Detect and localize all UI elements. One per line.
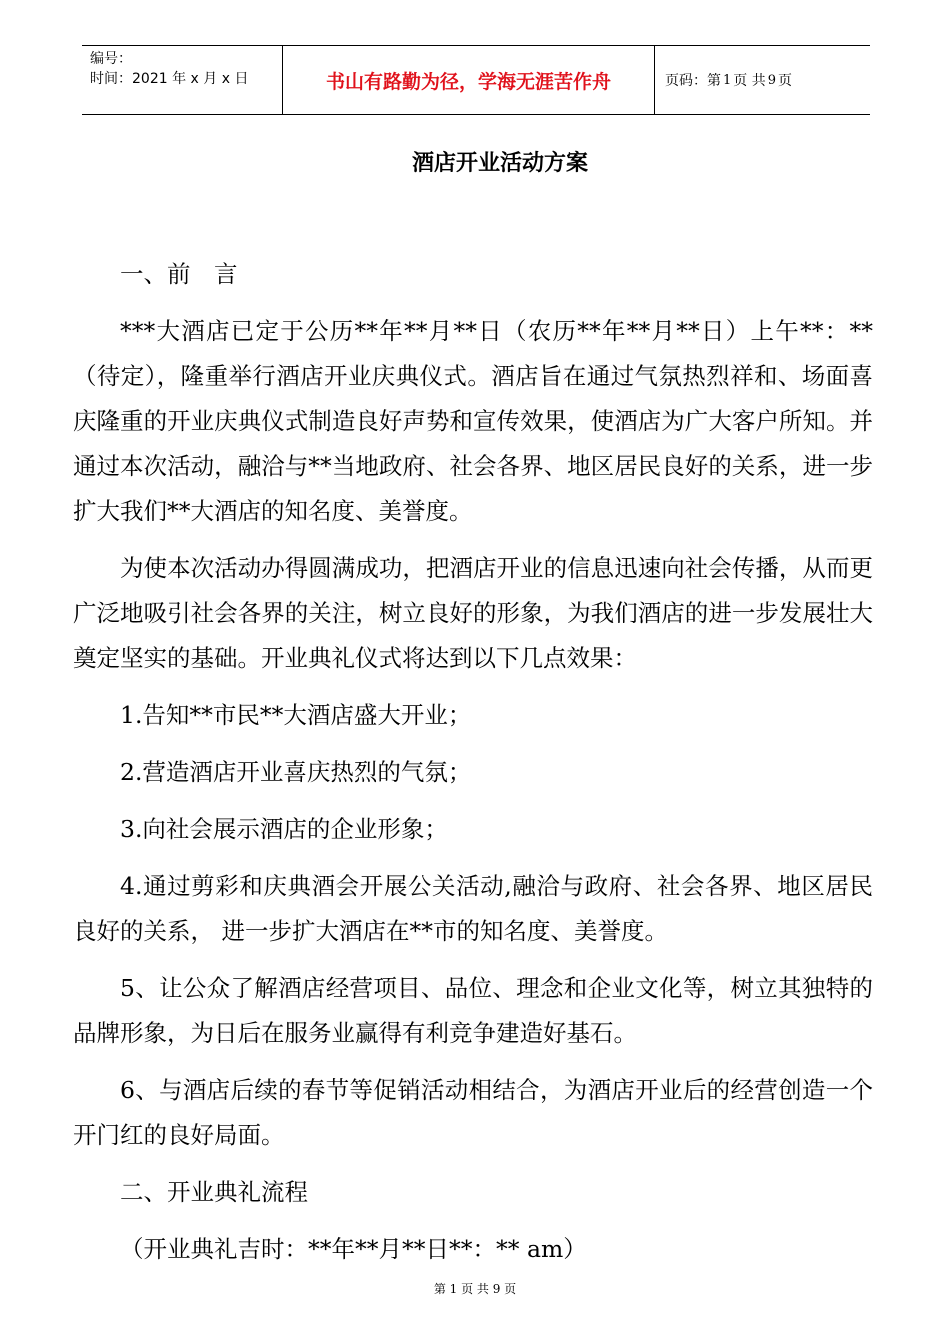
paragraph: （开业典礼吉时：**年**月**日**：** am） [120, 1235, 587, 1263]
page-footer: 第 1 页 共 9 页 [433, 1282, 517, 1296]
code-label: 编号： [90, 51, 132, 67]
header-motto: 书山有路勤为径，学海无涯苦作舟 [282, 46, 655, 114]
page-mid: 页 共 [733, 73, 766, 89]
paragraph: ***大酒店已定于公历**年**月**日（农历**年**月**日）上午**：**（待定），隆重举行酒店开业庆典仪式。酒店旨在通过气氛热烈祥和、场面喜庆隆重的开业庆典仪式制造良好声势和宣传效果，使酒店为广大客户所知。并通过本次活动，融洽与**当地政府、社会各界、地区居民良好的关系，进一步扩大我们**大酒店的知名度、美誉度。 [73, 317, 873, 525]
list-item: 2.营造酒店开业喜庆热烈的气氛； [120, 758, 472, 786]
time-label: 时间：2021 年 x 月 x 日 [90, 71, 249, 87]
header-meta [82, 46, 282, 114]
page-total: 9 [767, 72, 777, 88]
document-title: 酒店开业活动方案 [411, 151, 588, 176]
paragraph: 为使本次活动办得圆满成功，把酒店开业的信息迅速向社会传播，从而更广泛地吸引社会各界的关注，树立良好的形象，为我们酒店的进一步发展壮大奠定坚实的基础。开业典礼仪式将达到以下几点效果： [73, 554, 873, 672]
document-body [73, 252, 873, 1284]
page-label: 页码：第 [665, 73, 721, 89]
list-item: 3.向社会展示酒店的企业形象； [120, 815, 448, 843]
page-header [82, 45, 870, 115]
section-heading-ceremony: 二、开业典礼流程 [120, 1178, 308, 1206]
list-item: 4.通过剪彩和庆典酒会开展公关活动,融洽与政府、社会各界、地区居民良好的关系， 进一步扩大酒店在**市的知名度、美誉度。 [73, 872, 873, 945]
page-number: 1 [723, 72, 732, 88]
list-item: 1.告知**市民**大酒店盛大开业； [120, 701, 472, 729]
list-item: 6、与酒店后续的春节等促销活动相结合，为酒店开业后的经营创造一个开门红的良好局面。 [73, 1076, 873, 1149]
section-heading-preface: 一、前 言 [120, 260, 238, 288]
page-end: 页 [778, 73, 793, 89]
header-page-info [655, 46, 870, 114]
list-item: 5、让公众了解酒店经营项目、品位、理念和企业文化等，树立其独特的品牌形象，为日后在服务业赢得有利竞争建造好基石。 [73, 974, 873, 1047]
